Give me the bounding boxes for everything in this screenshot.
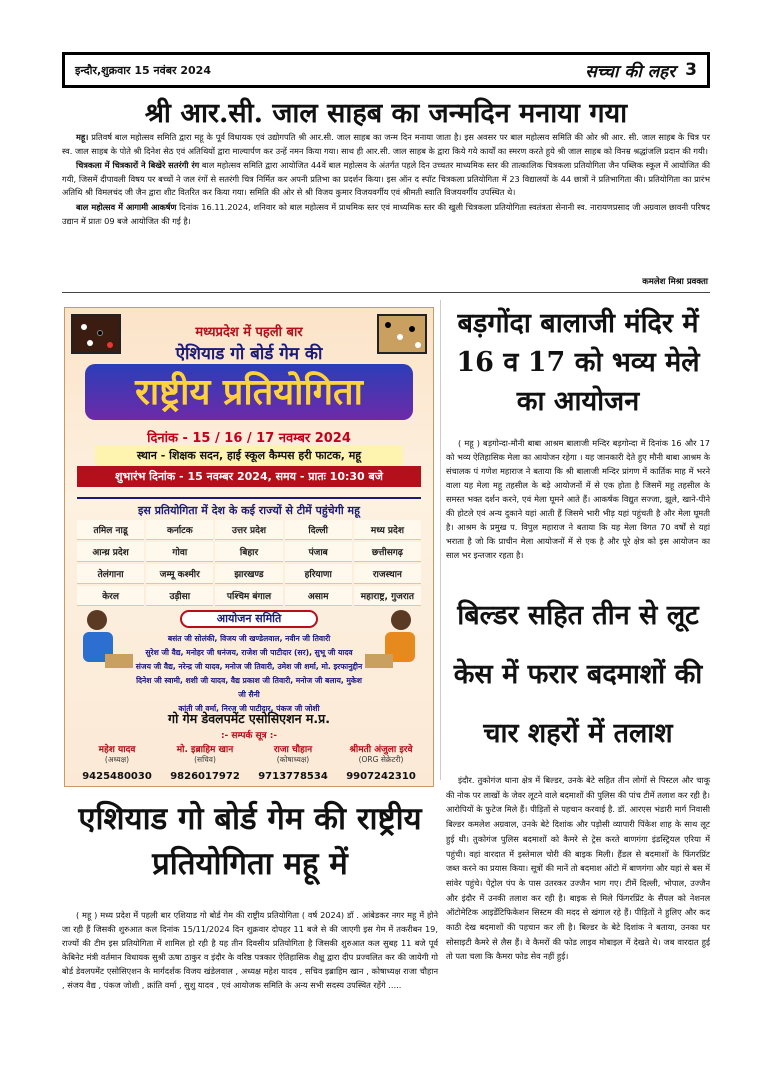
para3-text: दिनांक 16.11.2024, शनिवार को बाल महोत्सव में प्राथमिक स्तर एवं माध्यमिक स्तर की खुली चित्रकला प्रतियोगिता स्वतंत्रता सेनानी स्व. नारायणप्रसाद जी अग्रवाल छावनी परिषद उद्यान में प्रातः 09 बजे आयोजित की गई है।: [62, 201, 710, 226]
state-item: हरियाणा: [285, 564, 352, 584]
page-number: 3: [685, 60, 697, 80]
section-divider: [62, 292, 710, 293]
state-item: बिहार: [215, 542, 282, 562]
association-name: गो गेम डेवलपमेंट एसोसिएशन म.प्र.: [168, 711, 330, 726]
article4-body: इंदौर. तुकोगंज थाना क्षेत्र में बिल्डर, उनके बेटे सहित तीन लोगों से पिस्टल और चाकू की नोक पर लाखों के जेवर लूटने वाले बदमाशों की पुलिस की पांच टीमें तलाश कर रही है। आरोपियों के फुटेज मिले हैं। पीड़ितों से पहचान करवाई है. डॉ. आरएस भंडारी मार्ग निवासी बिल्डर कमलेश अग्रवाल, उनके बेटे दिशांक और पड़ोसी व्यापारी पिंकेश शाह के साथ लूट हुई थी। तुकोगंज पुलिस बदमाशों को कैमरे से ट्रेस करते बाणगंगा इंडस्ट्रियल एरिया में पहुंची। वहां वारदात में इस्तेमाल चोरी की बाइक मिली। हैंडल से बदमाशों के फिंगरप्रिंट जब्त करने का प्रयास किया। सूत्रों की मानें तो बदमाश ऑटो में बाणगंगा और यहां से बस में सांवेर पहुंचे। पेट्रोल पंप के पास उतरकर उज्जैन भाग गए। टीमें दिल्ली, भोपाल, उज्जैन और इंदौर में उनकी तलाश कर रही है। बाइक से मिले फिंगरप्रिंट के सैंपल को नेशनल ऑटोमेटिक आइडेंटिफिकेशन सिस्टम की मदद से खंगाल रहे हैं। पीड़ितों ने हुलिए और कद काठी देख बदमाशों की पहचान कर ली है। बिल्डर के बेटे दिशांक ने बताया, उनका घर सोसाइटी कैमरे से लैस हैं। वे कैमरों की फोड लाइव मोबाइल में देखते थे। जब वारदात हुई तो पता चला कि कैमरा फोड सेव नहीं हुई।: [446, 775, 710, 962]
issue-date: इन्दौर,शुक्रवार 15 नवंबर 2024: [75, 63, 211, 77]
contact-phone: 9826017972: [170, 771, 240, 782]
article4-headline: बिल्डर सहित तीन से लूट केस में फरार बदमाशों की चार शहरों में तलाश: [453, 600, 703, 749]
article1-byline: कमलेश मिश्रा प्रवक्ता: [642, 277, 708, 287]
committee-line: दिनेश जी स्वामी, शशी जी यादव, वैद्य प्रकाश जी तिवारी, मनोज जी बलाय, मुकेश जी सैनी: [136, 676, 362, 699]
state-item: महाराष्ट्र, गुजरात: [354, 586, 421, 606]
contact-heading: :- सम्पर्क सूत्र :-: [220, 731, 278, 741]
article2-body: ( महू ) मध्य प्रदेश में पहली बार एशियाड गो बोर्ड गेम की राष्ट्रीय प्रतियोगिता ( वर्ष 2024) डॉ . आंबेडकर नगर महू में होने जा रही हैं जिसकी शुरुआत कल दिनांक 15/11/2024 दिन शुक्रवार दोपहर 11 बजे से की जाएगी इस गेम में तकरीबन 19, राज्यों की टीम इस प्रतियोगिता में शामिल हो रही है यह तीन दिवसीय प्रतियोगिता है जिसकी शुरुआत कल सुबह 11 बजे पूर्व केबिनेट मंत्री वर्तमान विधायक सुश्री ऊषा ठाकुर व इंदौर के वरिष्ठ पत्रकार ऐतिहासिक शैक्षु द्वारा दीप प्रज्वलित कर की जायेगी गो बोर्ड डेवलपमेंट एसोसिएशन के मार्गदर्शक विजय खंडेलवाल , अध्यक्ष महेश यादव , सचिव इब्राहिम खान , कोषाध्यक्ष राजा चौहान , संजय वैद्य , पंकज जोशी , क्रांति वर्मा , सुशु यादव , एवं आयोजक समिति के अन्य सभी सदस्य उपस्थित रहेंगे .....: [62, 910, 438, 990]
state-item: तेलंगाना: [77, 564, 144, 584]
contact-card: [73, 742, 161, 782]
contact-phone: 9425480030: [82, 771, 152, 782]
state-item: कर्नाटक: [146, 520, 213, 540]
player-illustration-left: [75, 606, 135, 676]
contact-role: (ORG सेक्रेटरी): [358, 755, 404, 764]
para1-lead: महू।: [76, 132, 89, 142]
event-poster: [64, 307, 434, 787]
state-item: उत्तर प्रदेश: [215, 520, 282, 540]
state-item: तमिल नाडू: [77, 520, 144, 540]
contact-name: मो. इब्राहिम खान: [176, 745, 234, 755]
contact-phone: 9907242310: [346, 771, 416, 782]
poster-venue: स्थान - शिक्षक सदन, हाई स्कूल कैम्पस हरी फाटक, महू: [95, 446, 403, 465]
newspaper-name: सच्चा की लहर: [585, 61, 676, 82]
state-item: झारखण्ड: [215, 564, 282, 584]
poster-start-time: शुभारंभ दिनांक - 15 नवम्बर 2024, समय - प्रातः 10:30 बजे: [77, 466, 421, 487]
contact-phone: 9713778534: [258, 771, 328, 782]
state-item: पंजाब: [285, 542, 352, 562]
state-item: छत्तीसगढ़: [354, 542, 421, 562]
contact-role: (सचिव): [194, 755, 216, 764]
contacts-row: [73, 742, 425, 782]
page-header: [62, 52, 710, 88]
state-item: असाम: [285, 586, 352, 606]
committee-line: संजय जी वैद्य, नरेन्द्र जी यादव, मनोज जी तिवारी, उमेश जी शर्मा, मो. इरफानुद्दीन: [135, 662, 363, 671]
state-item: मध्य प्रदेश: [354, 520, 421, 540]
article1-para2: [62, 159, 710, 200]
state-item: केरल: [77, 586, 144, 606]
contact-name: राजा चौहान: [273, 745, 313, 755]
state-item: जम्मू कश्मीर: [146, 564, 213, 584]
committee-list: [135, 632, 363, 716]
article1-headline: श्री आर.सी. जाल साहब का जन्मदिन मनाया गया: [144, 98, 628, 129]
column-divider: [440, 300, 441, 780]
para1-text: प्रतिवर्ष बाल महोत्सव समिति द्वारा महू के पूर्व विधायक एवं उद्योगपति श्री आर.सी. जाल साहब का जन्म दिन मनाया जाता है। इस अवसर पर बाल महोत्सव समिति की ओर श्री आर. सी. जाल साहब के चित्र पर स्व. जाल साहब के पोते श्री दिनेश सेठ एवं अतिथियों द्वारा माल्यार्पण कर उन्हें नमन किया गया। साथ ही आर.सी. जाल साहब के द्वारा किये गये कार्यों का स्मरण करते हुये श्री जाल साहब को विनम्र श्रद्धांजलि प्रदान की गयी।: [62, 132, 710, 156]
article1-body: [62, 131, 710, 229]
state-item: पश्चिम बंगाल: [215, 586, 282, 606]
committee-line: कांती जी वर्मा, निरज जी पाटीदार, पंकज जी जोशी: [178, 704, 320, 713]
committee-line: सुरेश जी वैद्य, मनोहर जी धनंजय, राजेश जी पाटीदार (सर), सुभू जी यादव: [145, 648, 353, 657]
masthead: [585, 59, 697, 82]
contact-card: [249, 742, 337, 782]
state-item: राजस्थान: [354, 564, 421, 584]
committee-title: आयोजन समिति: [180, 610, 318, 628]
contact-card: [337, 742, 425, 782]
contact-name: श्रीमती अंजुला इरवे: [349, 745, 413, 755]
article3-body: ( महू ) बड़गोन्दा-मौनी बाबा आश्रम बालाजी मन्दिर बड़गोन्दा में दिनांक 16 और 17 को भव्य ऐतिहासिक मेला का आयोजन रहेगा । यह जानकारी देते हुए मौनी बाबा आश्रम के संचालक पं गणेश महाराज ने बताया कि श्री बालाजी मन्दिर प्रांगण में कार्तिक माह में भरने वाला यह मेला महू तहसील के बड़े आयोजनों में से एक होता है जिसमें महू तहसील के समस्त भक्त दर्शन करने, एवं मेला घूमने आते हैं। आकर्षक विद्युत सज्जा, झूले, खाने-पीने की होटले एवं अन्य दुकाने यहां आती हैं जिसमे भारी भीड़ यहां पहुंचती है और मेला घूमती है। आश्रम के प्रमुख प. विपुल महाराज ने बताया कि यह मेला विगत 70 वर्षों से यहां भराता है जो कि प्राचीन मेला आयोजनों में से एक है और पूरे क्षेत्र को इस आयोजन का साल भर इन्तजार रहता है।: [446, 438, 710, 560]
poster-line2: ऐशियाड गो बोर्ड गेम की: [175, 344, 323, 364]
state-item: उड़ीसा: [146, 586, 213, 606]
state-item: दिल्ली: [285, 520, 352, 540]
article1-para1: [62, 131, 710, 158]
contact-role: (अध्यक्ष): [104, 755, 130, 764]
article3-headline: बड़गोंदा बालाजी मंदिर में 16 व 17 को भव्य मेले का आयोजन: [456, 308, 700, 417]
committee-line: बसंत जी सोलंकी, विजय जी खण्डेलवाल, नवीन जी तिवारी: [167, 634, 331, 643]
poster-teams-heading: इस प्रतियोगिता में देश के कई राज्यों से टीमें पहुंचेगी महू: [77, 497, 421, 518]
contact-role: (कोषाध्यक्ष): [276, 755, 310, 764]
player-illustration-right: [363, 606, 423, 676]
poster-dates: दिनांक - 15 / 16 / 17 नवम्बर 2024: [147, 431, 351, 446]
article1-para3: [62, 201, 710, 228]
contact-name: महेश यादव: [98, 745, 136, 755]
poster-line1: मध्यप्रदेश में पहली बार: [195, 325, 303, 340]
states-grid: [77, 520, 421, 606]
para2-text: बाल महोत्सव समिति द्वारा आयोजित 44वें बाल महोत्सव के अंतर्गत पहले दिन उच्चतर माध्यमिक स्तर की तात्कालिक चित्रकला प्रतियोगिता जैन पब्लिक स्कूल में आयोजित की गयी, जिसमें दीपावली विषय पर बच्चों ने जल रंगों से सतरंगी चित्र निर्मित कर अपनी प्रतिभा का प्रदर्शन किया। इस ऑन द स्पॉट चित्रकला प्रतियोगिता में 23 विद्यालयों के 44 छात्रों ने प्रतिभागिता की। प्रतियोगिता का प्रारंभ अतिथि श्री विमलचंद जी जैन द्वारा शीट वितरित कर किया गया। समिति की ओर से श्री विजय कुमार विजयवर्गीय एवं श्रीमती स्वाति विजयवर्गीय उपस्थित थे।: [62, 160, 710, 198]
poster-title: राष्ट्रीय प्रतियोगिता: [85, 364, 413, 420]
article2-headline: एशियाड गो बोर्ड गेम की राष्ट्रीय प्रतियोगिता महू में: [78, 801, 422, 882]
para3-lead: बाल महोत्सव में आगामी आकर्षण: [76, 201, 177, 212]
state-item: गोवा: [146, 542, 213, 562]
state-item: आन्ध्र प्रदेश: [77, 542, 144, 562]
contact-card: [161, 742, 249, 782]
para2-lead: चित्रकला में चित्रकारों ने बिखेरे सतरंगी रंग: [76, 160, 200, 171]
